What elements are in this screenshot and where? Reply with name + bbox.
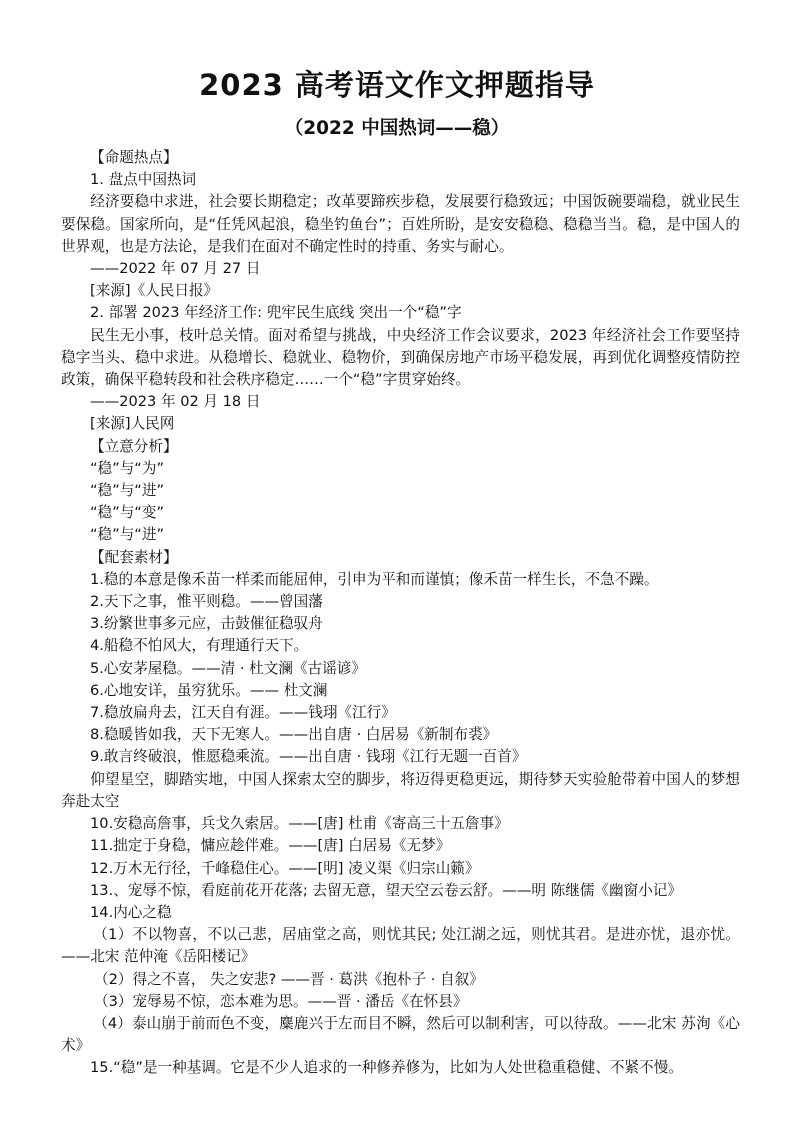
text-line: “稳”与“为” [90, 459, 165, 477]
document-body [61, 147, 740, 1080]
text-line: 4.船稳不怕风大，有理通行天下。 [90, 637, 309, 655]
sub-item-paragraph: （1）不以物喜，不以己悲，居庙堂之高，则忧其民; 处江湖之远，则忧其君。是进亦忧，退亦忧。——北宋 范仲淹《岳阳楼记》 [61, 926, 740, 966]
text-line: “稳”与“变” [90, 504, 165, 522]
text-line: 2.天下之事，惟平则稳。——曾国藩 [90, 593, 323, 611]
text-line: 14.内心之稳 [90, 903, 172, 921]
text-line: 5.心安茅屋稳。——清 · 杜文澜《古谣谚》 [90, 659, 366, 677]
text-line: 8.稳暖皆如我，天下无寒人。——出自唐 · 白居易《新制布裘》 [90, 726, 498, 744]
text-line: 1.稳的本意是像禾苗一样柔而能屈伸，引申为平和而谨慎；像禾苗一样生长，不急不躁。 [90, 570, 659, 588]
text-line: 【配套素材】 [90, 548, 178, 566]
text-line: [来源]人民网 [90, 415, 175, 433]
text-line: 2. 部署 2023 年经济工作: 兜牢民生底线 突出一个“稳”字 [90, 304, 462, 322]
text-line: 【立意分析】 [90, 437, 178, 455]
text-line: 3.纷繁世事多元应，击鼓催征稳驭舟 [90, 615, 323, 633]
text-line: 【命题热点】 [90, 149, 178, 166]
text-line: 11.拙定于身稳，慵应趁伴难。——[唐] 白居易《无梦》 [90, 837, 451, 855]
paragraph: 经济要稳中求进，社会要长期稳定；改革要蹄疾步稳，发展要行稳致远；中国饭碗要端稳，就业民生要保稳。国家所向，是“任凭风起浪，稳坐钓鱼台”；百姓所盼，是安安稳稳、稳稳当当。稳，是中国人的世界观，也是方法论，是我们在面对不确定性时的持重、务实与耐心。 [61, 193, 740, 255]
paragraph: 民生无小事，枝叶总关情。面对希望与挑战，中央经济工作会议要求，2023 年经济社会工作要坚持稳字当头、稳中求进。从稳增长、稳就业、稳物价，到确保房地产市场平稳发展，再到优化调整疫情防控政策，确保平稳转段和社会秩序稳定……一个“稳”字贯穿始终。 [61, 326, 740, 389]
text-line: 15.“稳”是一种基调。它是不少人追求的一种修养修为，比如为人处世稳重稳健、不紧不慢。 [90, 1059, 683, 1077]
text-line: 7.稳放扁舟去，江天自有涯。——钱珝《江行》 [90, 704, 396, 722]
text-line: 10.安稳高詹事，兵戈久索居。——[唐] 杜甫《寄高三十五詹事》 [90, 815, 509, 833]
text-line: 13.、宠辱不惊，看庭前花开花落; 去留无意，望天空云卷云舒。——明 陈继儒《幽窗小记》 [90, 881, 682, 899]
text-line: 1. 盘点中国热词 [90, 171, 197, 189]
sub-item-line: （2）得之不喜， 失之安悲? ——晋 · 葛洪《抱朴子 · 自叙》 [94, 970, 484, 988]
text-line: 12.万木无行径，千峰稳住心。——[明] 凌义渠《归宗山籁》 [90, 859, 480, 877]
text-line: ——2023 年 02 月 18 日 [90, 393, 261, 411]
text-line: 6.心地安详，虽穷犹乐。—— 杜文澜 [90, 681, 328, 699]
text-line: 9.敢言终破浪，惟愿稳乘流。——出自唐 · 钱珝《江行无题一百首》 [90, 748, 527, 766]
text-line: ——2022 年 07 月 27 日 [90, 260, 261, 278]
sub-item-line: （3）宠辱易不惊，恋本难为思。——晋 · 潘岳《在怀县》 [94, 992, 468, 1010]
sub-item-paragraph: （4）泰山崩于前而色不变，麋鹿兴于左而目不瞬，然后可以制利害，可以待敌。——北宋 苏洵《心术》 [61, 1014, 740, 1055]
text-line: “稳”与“进” [90, 526, 165, 544]
document-title: 2023 高考语文作文押题指导 [199, 68, 595, 102]
text-line: [来源]《人民日报》 [90, 282, 219, 300]
paragraph: 仰望星空，脚踏实地，中国人探索太空的脚步，将迈得更稳更远，期待梦天实验舱带着中国人的梦想奔赴太空 [61, 770, 740, 810]
document-subtitle: （2022 中国热词——稳） [284, 118, 510, 139]
text-line: “稳”与“进” [90, 482, 165, 500]
